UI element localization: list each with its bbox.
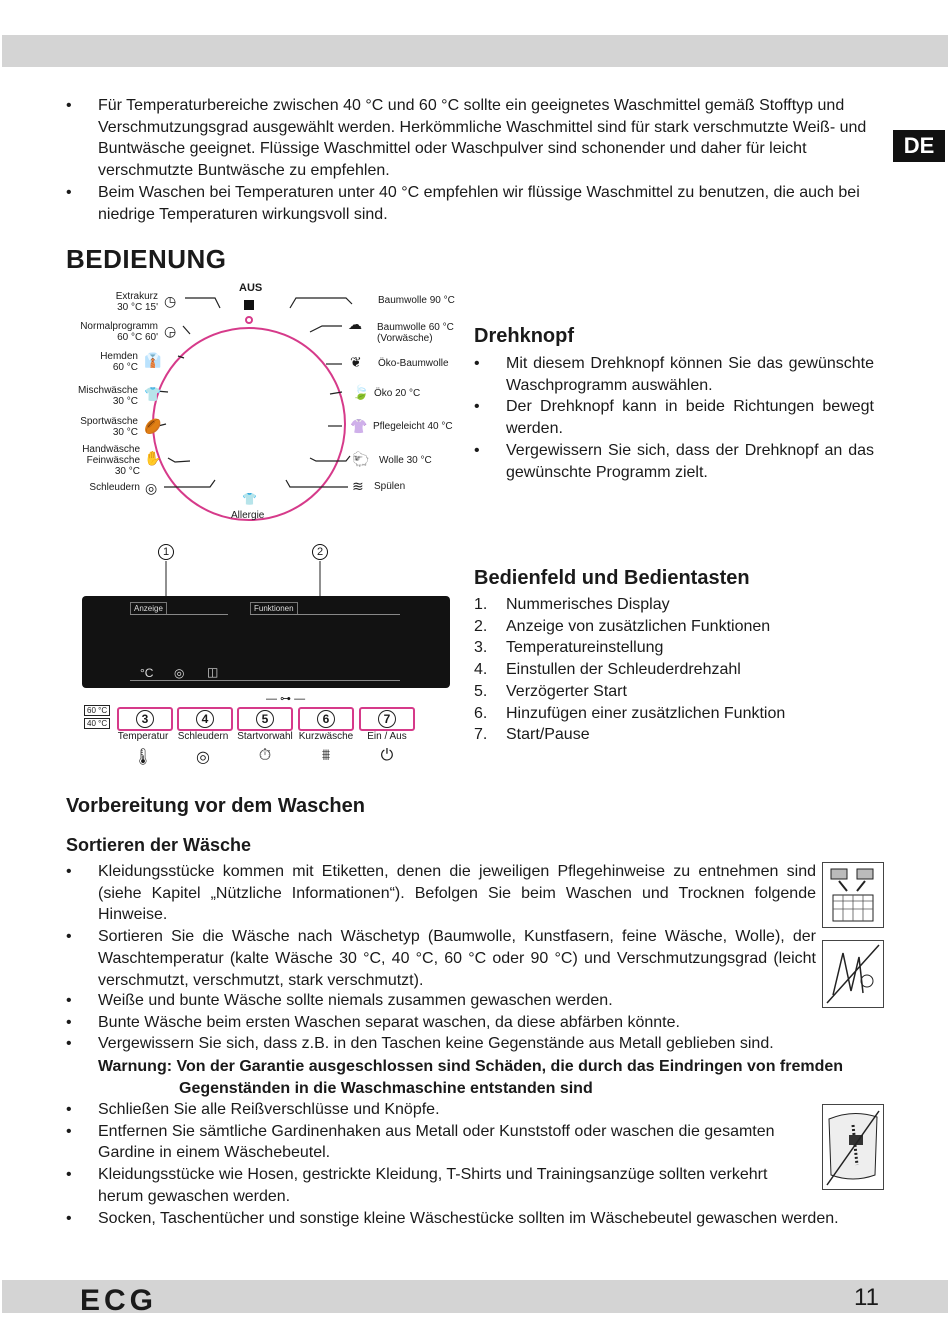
item-text: Hinzufügen einer zusätzlichen Funktion — [506, 704, 786, 722]
drehknopf-bullets — [474, 353, 874, 483]
panel-item — [474, 681, 894, 703]
panel-item — [474, 659, 894, 681]
quick-wash-icon: ⩩ — [321, 747, 331, 764]
drehknopf-bullet: • Der Drehknopf kann in beide Richtungen bewegt werden. — [474, 396, 874, 439]
callout-2: 2 — [312, 544, 328, 560]
delay-indicator-icon: ◫ — [207, 665, 219, 679]
ecg-logo: ECG — [80, 1284, 158, 1317]
rinse-icon: ≋ — [352, 478, 364, 494]
item-number: 5. — [474, 682, 488, 700]
cotton-prewash-icon: ☁ — [348, 316, 362, 332]
button-number: 4 — [196, 710, 214, 728]
warning-text-2: Gegenständen in die Waschmaschine entstanden sind — [179, 1079, 593, 1097]
sort-bullets-b2 — [66, 1208, 886, 1230]
sort-bullet: • Bunte Wäsche beim ersten Waschen separat waschen, da diese abfärben könnte. — [66, 1012, 886, 1034]
item-number: 2. — [474, 617, 488, 635]
intro-bullet: • Beim Waschen bei Temperaturen unter 40 °C empfehlen wir flüssige Waschmittel zu benutzen, die auch bei niedrige Temperaturen wirkungsvoll sind. — [66, 182, 886, 225]
allergy-label: Allergie — [231, 510, 265, 521]
program-right-6: Wolle 30 °C — [379, 455, 432, 466]
allergy-shirt-icon: 👕 — [242, 492, 257, 506]
power-button[interactable] — [359, 707, 415, 731]
spin-icon: ◎ — [196, 749, 210, 766]
item-text: Temperatureinstellung — [506, 639, 664, 657]
program-right-3: Öko-Baumwolle — [378, 358, 449, 369]
item-number: 1. — [474, 596, 488, 613]
timer-icon: ⏱ — [258, 747, 272, 764]
item-text: Start/Pause — [506, 726, 590, 744]
wool-icon: 🐑 — [352, 451, 370, 467]
drehknopf-title: Drehknopf — [474, 325, 574, 347]
button-label: Kurzwäsche — [298, 731, 354, 742]
program-right-5: Pflegeleicht 40 °C — [373, 421, 453, 432]
panel-item-list — [474, 594, 894, 746]
panel-item — [474, 616, 894, 638]
program-right-4: Öko 20 °C — [374, 388, 421, 399]
power-icon: ⏻ — [380, 747, 394, 764]
zipper-pocket-illustration — [822, 1104, 884, 1190]
clock-15-icon: ◷ — [164, 293, 177, 309]
program-left-1: Extrakurz 30 °C 15' — [115, 291, 158, 313]
program-left-5: Sportwäsche 30 °C — [80, 416, 138, 438]
delay-start-button[interactable] — [237, 707, 293, 731]
temperature-button[interactable] — [117, 707, 173, 731]
spin-indicator-icon: ◎ — [174, 666, 185, 680]
item-number: 4. — [474, 661, 488, 679]
sort-bullet: • Entfernen Sie sämtliche Gardinenhaken aus Metall oder Kunststoff oder waschen die gesamten Gardine in einem Wäschebeutel. — [66, 1121, 816, 1164]
item-text: Anzeige von zusätzlichen Funktionen — [506, 617, 771, 635]
intro-bullet: • Für Temperaturbereiche zwischen 40 °C und 60 °C sollte ein geeignetes Waschmittel gemäß Stofftyp und Verschmutzungsgrad ausgewählt werden. Herkömmliche Waschmittel sind für stark verschmutzte Weiß- und Buntwäsche geeignet. Flüssige Waschmittel oder Waschpulver sind schonender und daher für leicht verschmutzte Buntwäsche zu empfehlen. — [66, 95, 886, 182]
panel-item — [474, 703, 894, 725]
sortieren-subtitle: Sortieren der Wäsche — [66, 835, 252, 855]
panel-item — [474, 724, 894, 746]
program-left-6: Handwäsche Feinwäsche 30 °C — [82, 444, 140, 477]
child-lock-key-icon: — ⊶ — — [266, 693, 306, 705]
zipper-svg — [823, 1105, 883, 1189]
indicator-line — [130, 680, 400, 681]
item-number: 6. — [474, 704, 488, 722]
temperature-indicator-icon: °C — [140, 666, 154, 680]
eco-leaf-icon: 🍃 — [352, 384, 370, 400]
easy-care-icon: 👚 — [350, 418, 368, 434]
button-number: 7 — [378, 710, 396, 728]
sort-bullet: • Sortieren Sie die Wäsche nach Wäschetyp (Baumwolle, Kunstfasern, feine Wäsche, Wolle), der Waschtemperatur (kalte Wäsche 30 °C, 40 °C, 60 °C oder 90 °C) und Verschmutzungsgrad (leicht verschmutzt, verschmutzt, stark verschmutzt). — [66, 926, 816, 991]
sport-ball-icon: 🏉 — [144, 418, 162, 434]
sort-bullets-a2 — [66, 990, 886, 1055]
item-text: Nummerisches Display — [506, 596, 670, 613]
functions-tab-line — [250, 614, 400, 615]
button-number: 5 — [256, 710, 274, 728]
laundry-basket-svg — [823, 863, 883, 927]
item-text: Verzögerter Start — [506, 682, 627, 700]
temp-tag-60: 60 °C — [84, 705, 110, 716]
drehknopf-bullet: • Vergewissern Sie sich, dass der Drehknopf an das gewünschte Programm zielt. — [474, 440, 874, 483]
display-tab-line — [130, 614, 228, 615]
sort-bullet: • Vergewissern Sie sich, dass z.B. in den Taschen keine Gegenstände aus Metall geblieben sind. — [66, 1033, 886, 1055]
handwash-icon: ✋ — [144, 450, 162, 466]
item-number: 3. — [474, 639, 488, 657]
button-label: Ein / Aus — [367, 731, 407, 742]
drehknopf-bullet: • Mit diesem Drehknopf können Sie das gewünschte Waschprogramm auswählen. — [474, 353, 874, 396]
shirt-icon: 👔 — [144, 352, 162, 368]
warning-block — [98, 1056, 888, 1099]
button-label: Startvorwahl — [237, 731, 293, 742]
laundry-basket-illustration — [822, 862, 884, 928]
functions-tab: Funktionen — [250, 602, 298, 615]
sort-bullet: • Schließen Sie alle Reißverschlüsse und Knöpfe. — [66, 1099, 816, 1121]
language-badge: DE — [893, 130, 945, 162]
sort-bullets-b — [66, 1099, 816, 1208]
sort-bullet: • Kleidungsstücke kommen mit Etiketten, denen die jeweiligen Pflegehinweise zu entnehmen sind (siehe Kapitel „Nützliche Informationen“). Befolgen Sie beim Waschen und Trocknen folgende Hinweise. — [66, 861, 816, 926]
program-right-7: Spülen — [374, 481, 406, 492]
section-title-bedienung: BEDIENUNG — [66, 244, 227, 274]
vorbereitung-title: Vorbereitung vor dem Waschen — [66, 795, 365, 817]
eco-cotton-icon: ❦ — [350, 354, 362, 370]
spin-icon: ◎ — [145, 480, 158, 496]
program-right-1: Baumwolle 90 °C — [378, 295, 455, 306]
button-label: Temperatur — [117, 731, 169, 742]
thermometer-icon: 🌡 — [132, 749, 154, 766]
sort-bullet: • Socken, Taschentücher und sonstige kleine Wäschestücke sollten im Wäschebeutel gewaschen werden. — [66, 1208, 886, 1230]
item-text: Einstullen der Schleuderdrehzahl — [506, 661, 741, 679]
panel-item — [474, 637, 894, 659]
program-right-2: Baumwolle 60 °C (Vorwäsche) — [377, 322, 454, 344]
callout-1: 1 — [158, 544, 174, 560]
program-left-2: Normalprogramm 60 °C 60' — [80, 321, 158, 343]
warning-label: Warnung: — [98, 1058, 173, 1075]
panel-title: Bedienfeld und Bedientasten — [474, 567, 750, 589]
program-left-7: Schleudern — [89, 482, 140, 493]
spin-button[interactable] — [177, 707, 233, 731]
button-number: 3 — [136, 710, 154, 728]
temp-tag-40: 40 °C — [84, 718, 110, 729]
mixed-laundry-icon: 👕 — [144, 386, 162, 402]
panel-callout-lines — [0, 0, 450, 700]
button-number: 6 — [317, 710, 335, 728]
clock-60-icon: ◶ — [164, 323, 177, 339]
display-tab: Anzeige — [130, 602, 167, 615]
panel-item — [474, 594, 894, 616]
sort-bullets-a — [66, 861, 816, 991]
no-metal-objects-illustration — [822, 940, 884, 1008]
sort-bullet: • Kleidungsstücke wie Hosen, gestrickte Kleidung, T-Shirts und Trainingsanzüge sollten verkehrt herum gewaschen werden. — [66, 1164, 816, 1207]
off-label: AUS — [239, 282, 263, 294]
no-metal-svg — [823, 941, 883, 1007]
button-label: Schleudern — [177, 731, 229, 742]
program-left-3: Hemden 60 °C — [100, 351, 138, 373]
item-number: 7. — [474, 726, 488, 744]
quick-wash-button[interactable] — [298, 707, 354, 731]
control-panel — [82, 596, 450, 688]
page-number: 11 — [854, 1284, 879, 1311]
warning-text: Von der Garantie ausgeschlossen sind Schäden, die durch das Eindringen von fremden — [176, 1058, 844, 1075]
sort-bullet: • Weiße und bunte Wäsche sollte niemals zusammen gewaschen werden. — [66, 990, 886, 1012]
program-left-4: Mischwäsche 30 °C — [77, 385, 138, 407]
